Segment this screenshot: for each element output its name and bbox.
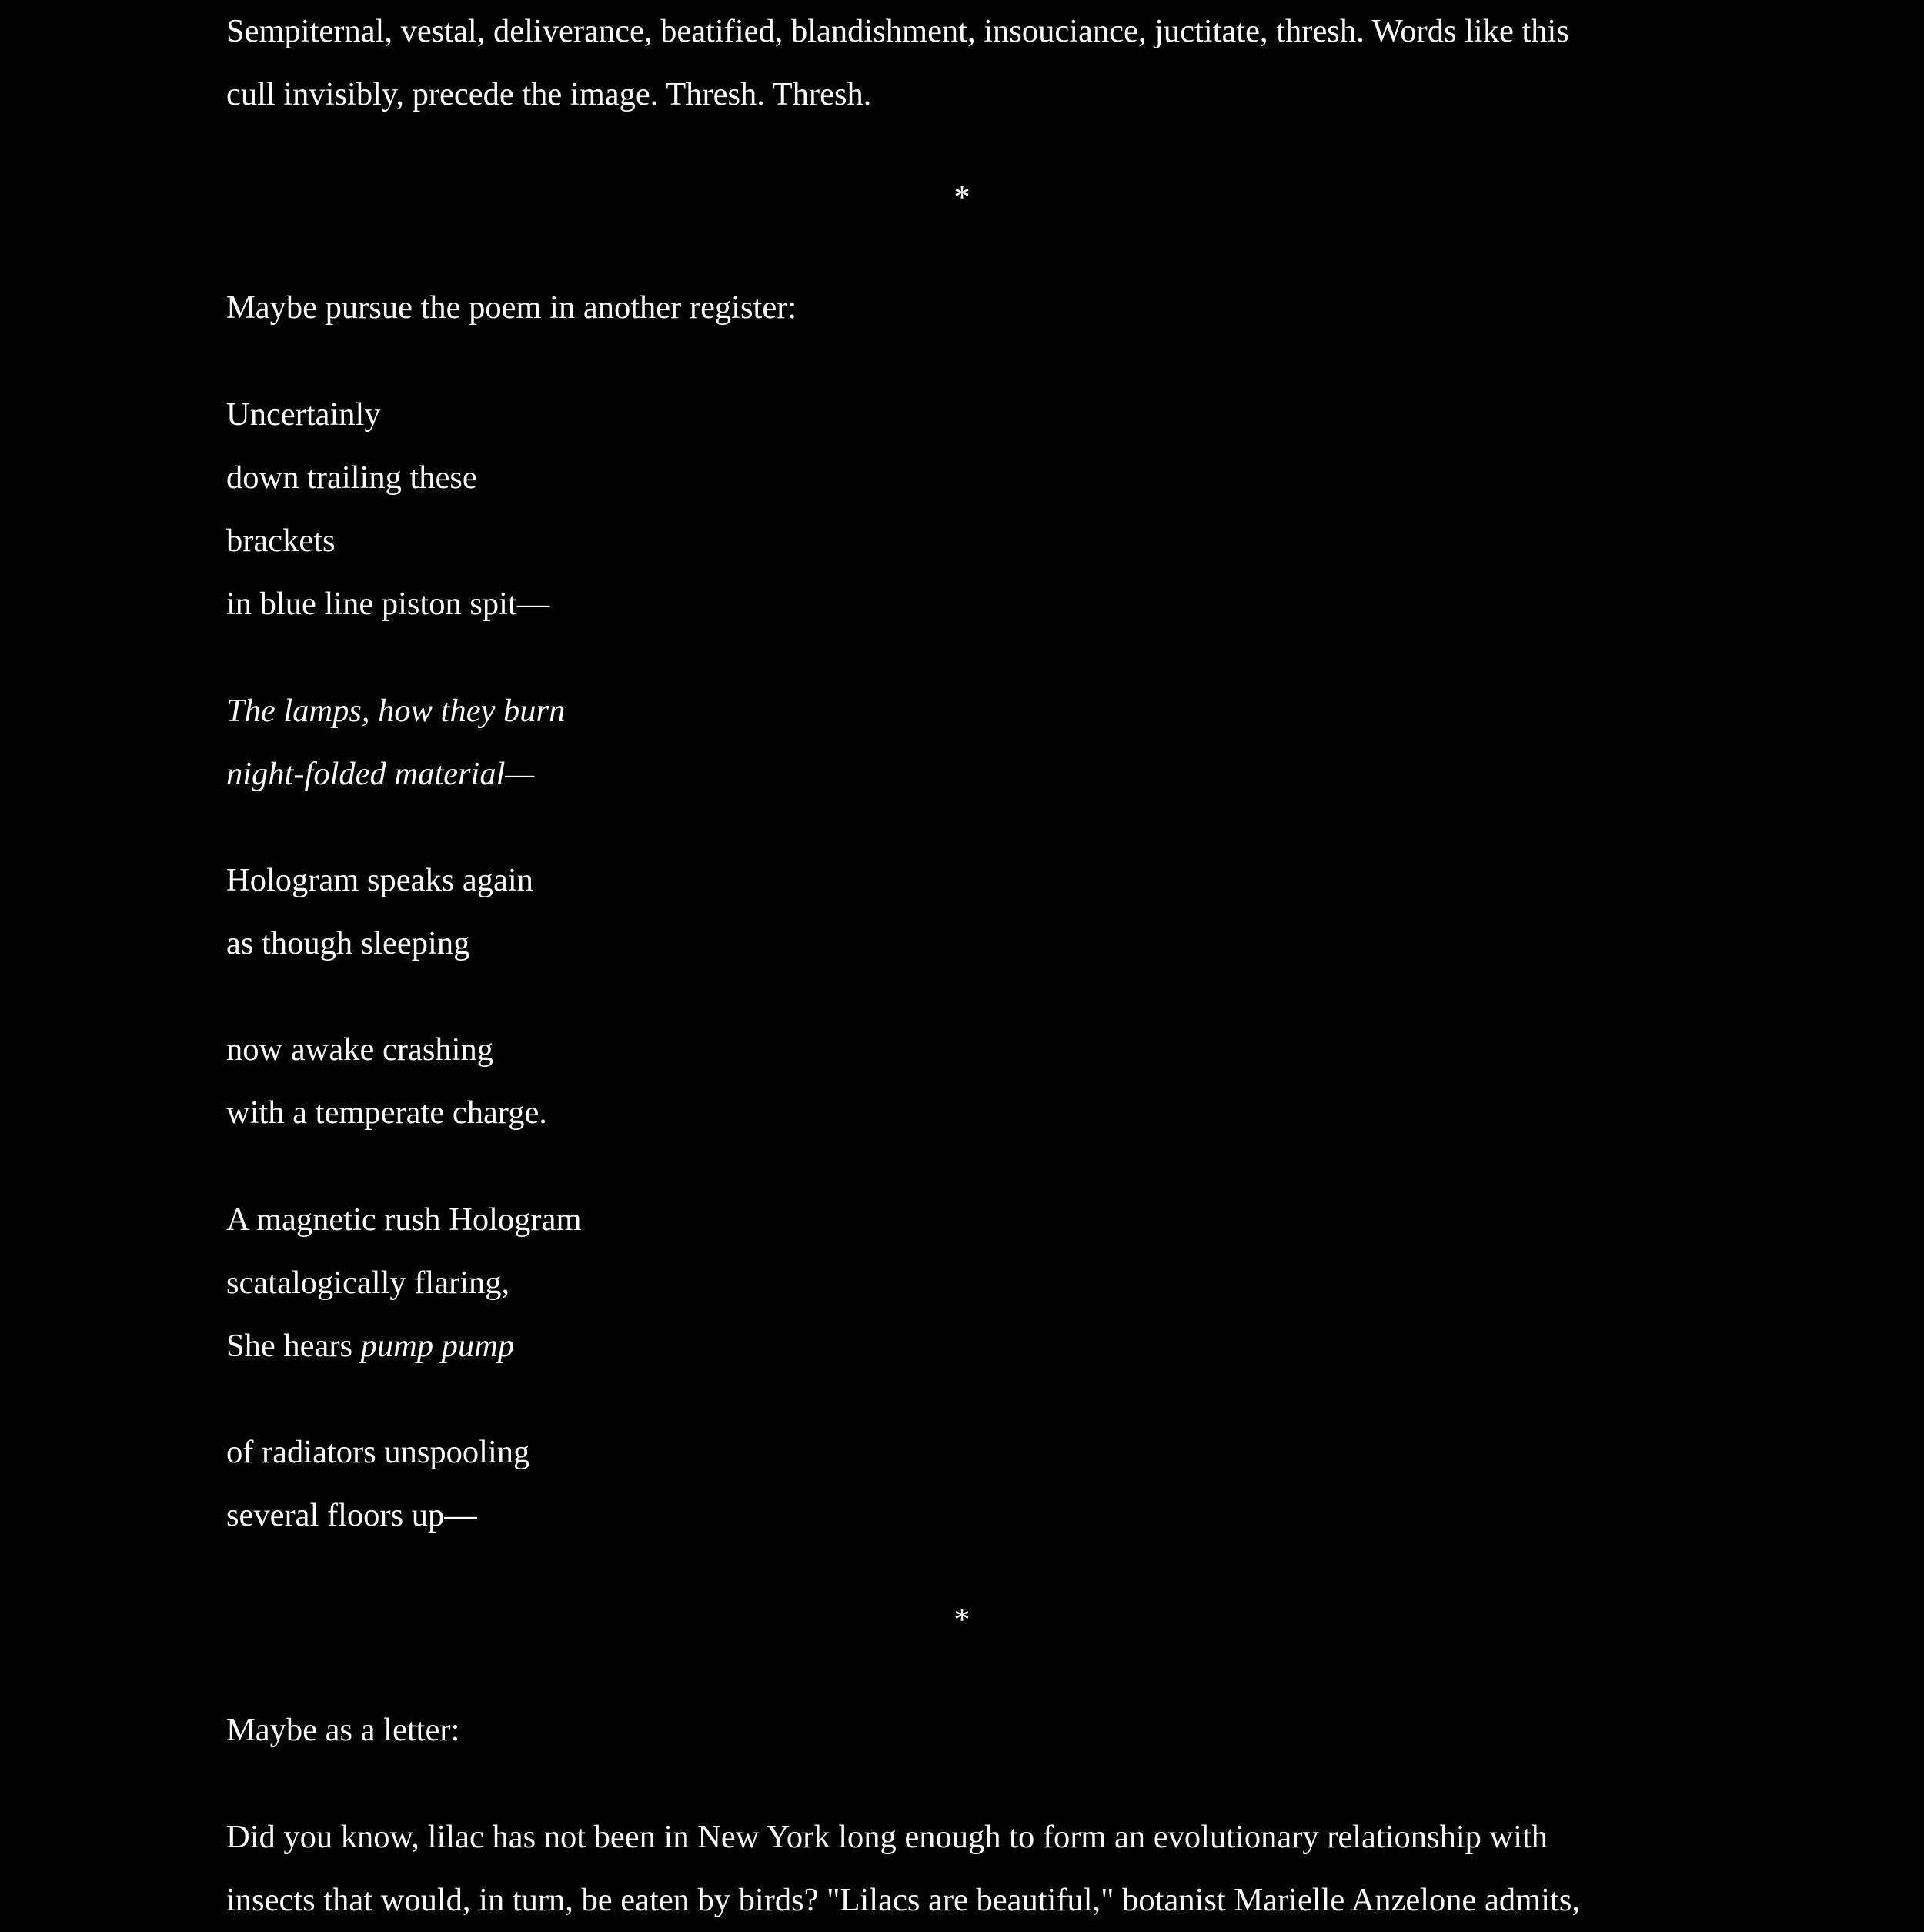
letter-line: insects that would, in turn, be eaten by birds? "Lilacs are beautiful," botanist Marielle Anzelone admits, [226,1882,1580,1918]
section-divider: * [954,179,970,216]
poem-line: now awake crashing [226,1031,493,1068]
register-intro: Maybe pursue the poem in another register: [226,289,797,326]
letter-intro: Maybe as a letter: [226,1712,460,1748]
poem-line [226,1315,582,1378]
poem-line: scatalogically flaring, [226,1265,510,1301]
poem-line: as though sleeping [226,925,470,961]
poem-line-text: She hears [226,1328,361,1364]
poem-line: Uncertainly [226,396,381,433]
poem-line: several floors up— [226,1497,477,1533]
poem-line: in blue line piston spit— [226,586,550,622]
poem-stanza [226,1018,547,1145]
poem-line: brackets [226,523,336,559]
poem-stanza [226,1421,529,1547]
poem-line: The lamps, how they burn [226,693,566,729]
letter-line: Did you know, lilac has not been in New York long enough to form an evolutionary relationship with [226,1819,1548,1855]
intro-line: cull invisibly, precede the image. Thresh. Thresh. [226,76,872,112]
poem-line: down trailing these [226,460,477,496]
poem-line: night-folded material— [226,756,535,792]
poem-stanza [226,1188,582,1378]
poem-line: with a temperate charge. [226,1095,547,1131]
poem-line: Hologram speaks again [226,862,533,898]
poem-stanza [226,849,533,975]
letter-paragraph [226,1806,1580,1932]
intro-line: Sempiternal, vestal, deliverance, beatified, blandishment, insouciance, juctitate, thresh. Words like this [226,13,1569,49]
section-divider: * [954,1602,970,1638]
poem-line-emphasis: pump pump [360,1328,515,1364]
poem-line: A magnetic rush Hologram [226,1202,582,1238]
intro-paragraph [226,0,1569,126]
poem-line: of radiators unspooling [226,1434,530,1470]
poem-stanza-italic [226,680,565,806]
poem-stanza [226,383,549,636]
